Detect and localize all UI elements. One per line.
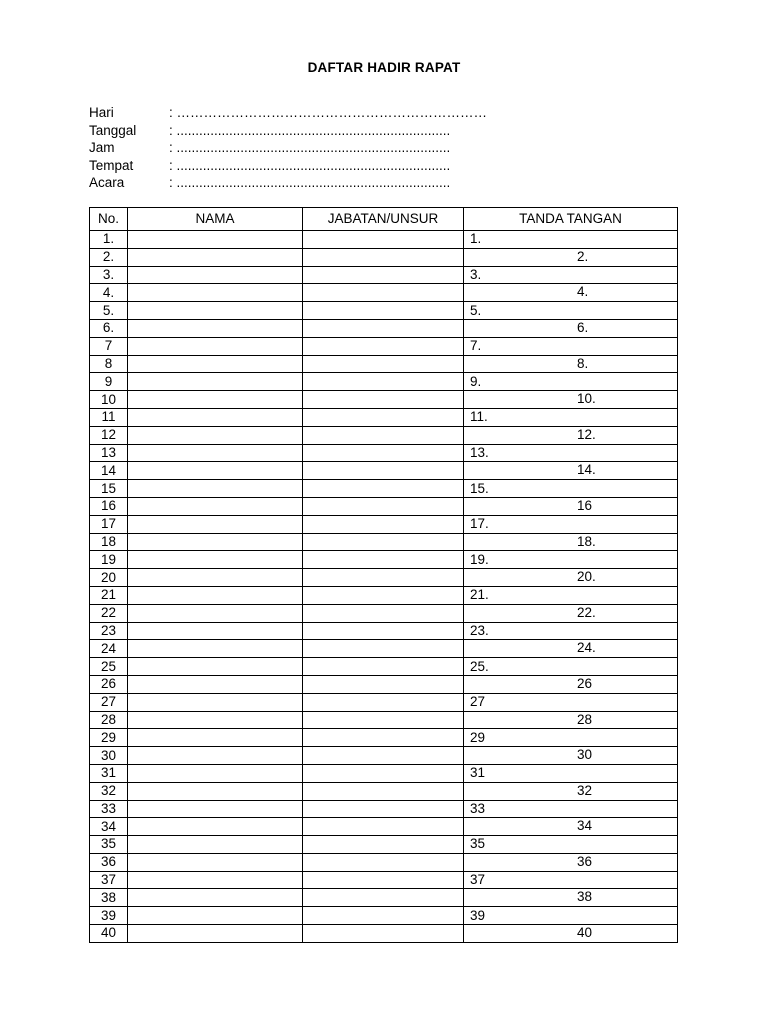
position-cell[interactable] <box>303 871 464 889</box>
signature-cell[interactable] <box>464 337 678 355</box>
position-cell[interactable] <box>303 551 464 569</box>
position-cell[interactable] <box>303 480 464 498</box>
info-label: Tempat <box>89 157 134 173</box>
position-cell[interactable] <box>303 408 464 426</box>
signature-number: 2. <box>577 248 589 264</box>
row-number: 6. <box>90 319 128 337</box>
signature-number: 31 <box>470 765 486 781</box>
position-cell[interactable] <box>303 693 464 711</box>
signature-cell[interactable] <box>464 853 678 871</box>
signature-number: 38 <box>577 889 593 905</box>
signature-number: 21. <box>470 587 489 603</box>
signature-number: 6. <box>577 319 589 335</box>
name-cell[interactable] <box>128 231 303 249</box>
info-label: Hari <box>89 105 114 120</box>
row-number: 1. <box>90 231 128 249</box>
position-cell[interactable] <box>303 302 464 320</box>
name-cell[interactable] <box>128 658 303 676</box>
signature-number: 23. <box>470 622 489 638</box>
row-number: 16 <box>90 497 128 515</box>
position-cell[interactable] <box>303 248 464 266</box>
name-cell[interactable] <box>128 319 303 337</box>
position-cell[interactable] <box>303 675 464 693</box>
info-label: Tanggal <box>89 122 137 138</box>
signature-cell[interactable] <box>464 836 678 854</box>
signature-cell[interactable] <box>464 889 678 907</box>
name-cell[interactable] <box>128 729 303 747</box>
signature-cell[interactable] <box>464 907 678 925</box>
row-number: 2. <box>90 248 128 266</box>
name-cell[interactable] <box>128 408 303 426</box>
table-row <box>90 248 678 266</box>
row-number: 33 <box>90 800 128 818</box>
table-row <box>90 747 678 765</box>
table-row <box>90 373 678 391</box>
row-number: 4. <box>90 284 128 302</box>
table-row <box>90 569 678 587</box>
row-number: 28 <box>90 711 128 729</box>
row-number: 21 <box>90 586 128 604</box>
position-cell[interactable] <box>303 747 464 765</box>
row-number: 25 <box>90 658 128 676</box>
signature-number: 1. <box>470 231 482 247</box>
name-cell[interactable] <box>128 586 303 604</box>
signature-number: 3. <box>470 266 482 282</box>
signature-number: 33 <box>470 800 486 816</box>
table-row <box>90 853 678 871</box>
table-row <box>90 604 678 622</box>
signature-cell[interactable] <box>464 497 678 515</box>
signature-number: 5. <box>470 302 482 318</box>
name-cell[interactable] <box>128 782 303 800</box>
table-row <box>90 408 678 426</box>
name-cell[interactable] <box>128 800 303 818</box>
position-cell[interactable] <box>303 284 464 302</box>
position-cell[interactable] <box>303 497 464 515</box>
signature-number: 14. <box>577 462 596 478</box>
position-cell[interactable] <box>303 853 464 871</box>
table-row <box>90 462 678 480</box>
row-number: 38 <box>90 889 128 907</box>
signature-number: 32 <box>577 782 593 798</box>
table-row <box>90 426 678 444</box>
table-row <box>90 533 678 551</box>
table-row <box>90 871 678 889</box>
signature-number: 9. <box>470 373 482 389</box>
position-cell[interactable] <box>303 426 464 444</box>
row-number: 5. <box>90 302 128 320</box>
info-row-tanggal <box>89 122 487 140</box>
table-row <box>90 231 678 249</box>
info-row-acara <box>89 174 487 192</box>
signature-cell[interactable] <box>464 622 678 640</box>
info-value-blank: : ......................................................................... <box>169 140 451 155</box>
signature-number: 17. <box>470 516 489 532</box>
name-cell[interactable] <box>128 284 303 302</box>
row-number: 8 <box>90 355 128 373</box>
name-cell[interactable] <box>128 533 303 551</box>
info-value-blank: : ......................................................................... <box>169 157 451 173</box>
row-number: 18 <box>90 533 128 551</box>
row-number: 37 <box>90 871 128 889</box>
table-row <box>90 658 678 676</box>
name-cell[interactable] <box>128 836 303 854</box>
signature-cell[interactable] <box>464 569 678 587</box>
info-row-jam <box>89 139 487 157</box>
signature-number: 11. <box>470 409 488 425</box>
row-number: 29 <box>90 729 128 747</box>
row-number: 15 <box>90 480 128 498</box>
signature-number: 25. <box>470 658 489 674</box>
attendance-table <box>89 207 678 943</box>
table-row <box>90 711 678 729</box>
name-cell[interactable] <box>128 747 303 765</box>
name-cell[interactable] <box>128 925 303 943</box>
signature-number: 22. <box>577 604 596 620</box>
position-cell[interactable] <box>303 337 464 355</box>
info-value-blank: : ......................................................................... <box>169 122 451 138</box>
table-row <box>90 800 678 818</box>
info-value-blank: : …………………………………………………………… <box>169 105 488 120</box>
position-cell[interactable] <box>303 622 464 640</box>
row-number: 13 <box>90 444 128 462</box>
signature-cell[interactable] <box>464 408 678 426</box>
position-cell[interactable] <box>303 266 464 284</box>
table-row <box>90 782 678 800</box>
position-cell[interactable] <box>303 782 464 800</box>
signature-cell[interactable] <box>464 604 678 622</box>
position-cell[interactable] <box>303 764 464 782</box>
row-number: 3. <box>90 266 128 284</box>
name-cell[interactable] <box>128 266 303 284</box>
name-cell[interactable] <box>128 640 303 658</box>
row-number: 24 <box>90 640 128 658</box>
table-row <box>90 284 678 302</box>
signature-cell[interactable] <box>464 711 678 729</box>
position-cell[interactable] <box>303 586 464 604</box>
signature-number: 24. <box>577 640 596 656</box>
position-cell[interactable] <box>303 711 464 729</box>
table-row <box>90 319 678 337</box>
table-row <box>90 729 678 747</box>
name-cell[interactable] <box>128 497 303 515</box>
table-row <box>90 302 678 320</box>
row-number: 14 <box>90 462 128 480</box>
position-cell[interactable] <box>303 533 464 551</box>
row-number: 35 <box>90 836 128 854</box>
signature-number: 16 <box>577 497 593 513</box>
document-title: DAFTAR HADIR RAPAT <box>307 60 461 75</box>
row-number: 10 <box>90 391 128 409</box>
table-row <box>90 640 678 658</box>
row-number: 23 <box>90 622 128 640</box>
signature-number: 27 <box>470 694 486 710</box>
name-cell[interactable] <box>128 675 303 693</box>
name-cell[interactable] <box>128 853 303 871</box>
row-number: 9 <box>90 373 128 391</box>
header-tanda-tangan: TANDA TANGAN <box>464 208 678 231</box>
table-row <box>90 266 678 284</box>
position-cell[interactable] <box>303 355 464 373</box>
table-row <box>90 337 678 355</box>
signature-cell[interactable] <box>464 480 678 498</box>
position-cell[interactable] <box>303 569 464 587</box>
signature-number: 13. <box>470 444 489 460</box>
row-number: 20 <box>90 569 128 587</box>
signature-cell[interactable] <box>464 640 678 658</box>
name-cell[interactable] <box>128 480 303 498</box>
position-cell[interactable] <box>303 604 464 622</box>
name-cell[interactable] <box>128 693 303 711</box>
row-number: 36 <box>90 853 128 871</box>
table-row <box>90 480 678 498</box>
signature-cell[interactable] <box>464 551 678 569</box>
signature-cell[interactable] <box>464 515 678 533</box>
signature-cell[interactable] <box>464 266 678 284</box>
table-row <box>90 907 678 925</box>
position-cell[interactable] <box>303 640 464 658</box>
name-cell[interactable] <box>128 907 303 925</box>
name-cell[interactable] <box>128 462 303 480</box>
name-cell[interactable] <box>128 373 303 391</box>
signature-cell[interactable] <box>464 373 678 391</box>
name-cell[interactable] <box>128 551 303 569</box>
signature-cell[interactable] <box>464 658 678 676</box>
table-row <box>90 355 678 373</box>
row-number: 39 <box>90 907 128 925</box>
info-row-hari <box>89 104 487 122</box>
name-cell[interactable] <box>128 355 303 373</box>
table-row <box>90 444 678 462</box>
signature-number: 7. <box>470 338 482 354</box>
position-cell[interactable] <box>303 462 464 480</box>
position-cell[interactable] <box>303 391 464 409</box>
name-cell[interactable] <box>128 622 303 640</box>
signature-cell[interactable] <box>464 747 678 765</box>
row-number: 26 <box>90 675 128 693</box>
position-cell[interactable] <box>303 319 464 337</box>
row-number: 31 <box>90 764 128 782</box>
signature-cell[interactable] <box>464 764 678 782</box>
signature-number: 40 <box>577 925 593 941</box>
signature-cell[interactable] <box>464 355 678 373</box>
name-cell[interactable] <box>128 818 303 836</box>
row-number: 40 <box>90 925 128 943</box>
table-row <box>90 889 678 907</box>
row-number: 30 <box>90 747 128 765</box>
position-cell[interactable] <box>303 729 464 747</box>
name-cell[interactable] <box>128 337 303 355</box>
table-row <box>90 586 678 604</box>
table-row <box>90 622 678 640</box>
header-nama: NAMA <box>128 208 303 231</box>
row-number: 34 <box>90 818 128 836</box>
position-cell[interactable] <box>303 800 464 818</box>
signature-number: 36 <box>577 853 593 869</box>
table-row <box>90 497 678 515</box>
signature-cell[interactable] <box>464 800 678 818</box>
position-cell[interactable] <box>303 818 464 836</box>
table-row <box>90 391 678 409</box>
signature-number: 39 <box>470 907 486 923</box>
signature-cell[interactable] <box>464 925 678 943</box>
meeting-info <box>89 104 487 192</box>
signature-cell[interactable] <box>464 782 678 800</box>
row-number: 7 <box>90 337 128 355</box>
position-cell[interactable] <box>303 907 464 925</box>
signature-cell[interactable] <box>464 231 678 249</box>
signature-cell[interactable] <box>464 284 678 302</box>
signature-number: 35 <box>470 836 486 852</box>
row-number: 22 <box>90 604 128 622</box>
name-cell[interactable] <box>128 302 303 320</box>
signature-number: 8. <box>577 355 589 371</box>
signature-number: 18. <box>577 533 596 549</box>
signature-number: 19. <box>470 551 489 567</box>
position-cell[interactable] <box>303 658 464 676</box>
table-row <box>90 675 678 693</box>
info-row-tempat <box>89 157 487 175</box>
signature-number: 15. <box>470 480 489 496</box>
row-number: 19 <box>90 551 128 569</box>
signature-cell[interactable] <box>464 586 678 604</box>
name-cell[interactable] <box>128 426 303 444</box>
position-cell[interactable] <box>303 515 464 533</box>
position-cell[interactable] <box>303 836 464 854</box>
row-number: 27 <box>90 693 128 711</box>
name-cell[interactable] <box>128 515 303 533</box>
header-jabatan: JABATAN/UNSUR <box>303 208 464 231</box>
position-cell[interactable] <box>303 925 464 943</box>
signature-cell[interactable] <box>464 302 678 320</box>
name-cell[interactable] <box>128 871 303 889</box>
row-number: 32 <box>90 782 128 800</box>
table-header-row <box>90 208 678 231</box>
row-number: 12 <box>90 426 128 444</box>
table-row <box>90 764 678 782</box>
signature-cell[interactable] <box>464 462 678 480</box>
signature-number: 10. <box>577 391 596 407</box>
signature-number: 30 <box>577 747 593 763</box>
signature-number: 26 <box>577 675 593 691</box>
table-row <box>90 925 678 943</box>
row-number: 17 <box>90 515 128 533</box>
signature-cell[interactable] <box>464 248 678 266</box>
signature-cell[interactable] <box>464 818 678 836</box>
signature-cell[interactable] <box>464 675 678 693</box>
signature-number: 20. <box>577 569 596 585</box>
signature-number: 12. <box>577 426 596 442</box>
row-number: 11 <box>90 408 128 426</box>
position-cell[interactable] <box>303 373 464 391</box>
table-row <box>90 836 678 854</box>
signature-cell[interactable] <box>464 871 678 889</box>
info-value-blank: : ......................................................................... <box>169 175 451 190</box>
position-cell[interactable] <box>303 444 464 462</box>
name-cell[interactable] <box>128 248 303 266</box>
info-label: Jam <box>89 140 115 155</box>
position-cell[interactable] <box>303 231 464 249</box>
name-cell[interactable] <box>128 391 303 409</box>
signature-cell[interactable] <box>464 693 678 711</box>
table-row <box>90 818 678 836</box>
table-row <box>90 551 678 569</box>
name-cell[interactable] <box>128 444 303 462</box>
header-no: No. <box>90 208 128 231</box>
signature-number: 34 <box>577 818 593 834</box>
signature-number: 29 <box>470 729 486 745</box>
signature-cell[interactable] <box>464 729 678 747</box>
signature-cell[interactable] <box>464 319 678 337</box>
signature-number: 28 <box>577 711 593 727</box>
signature-cell[interactable] <box>464 444 678 462</box>
position-cell[interactable] <box>303 889 464 907</box>
signature-number: 37 <box>470 872 486 888</box>
table-row <box>90 693 678 711</box>
name-cell[interactable] <box>128 764 303 782</box>
table-row <box>90 515 678 533</box>
name-cell[interactable] <box>128 711 303 729</box>
signature-cell[interactable] <box>464 533 678 551</box>
table-body <box>90 231 678 943</box>
name-cell[interactable] <box>128 604 303 622</box>
name-cell[interactable] <box>128 889 303 907</box>
signature-number: 4. <box>577 284 589 300</box>
signature-cell[interactable] <box>464 391 678 409</box>
info-label: Acara <box>89 175 125 190</box>
signature-cell[interactable] <box>464 426 678 444</box>
name-cell[interactable] <box>128 569 303 587</box>
